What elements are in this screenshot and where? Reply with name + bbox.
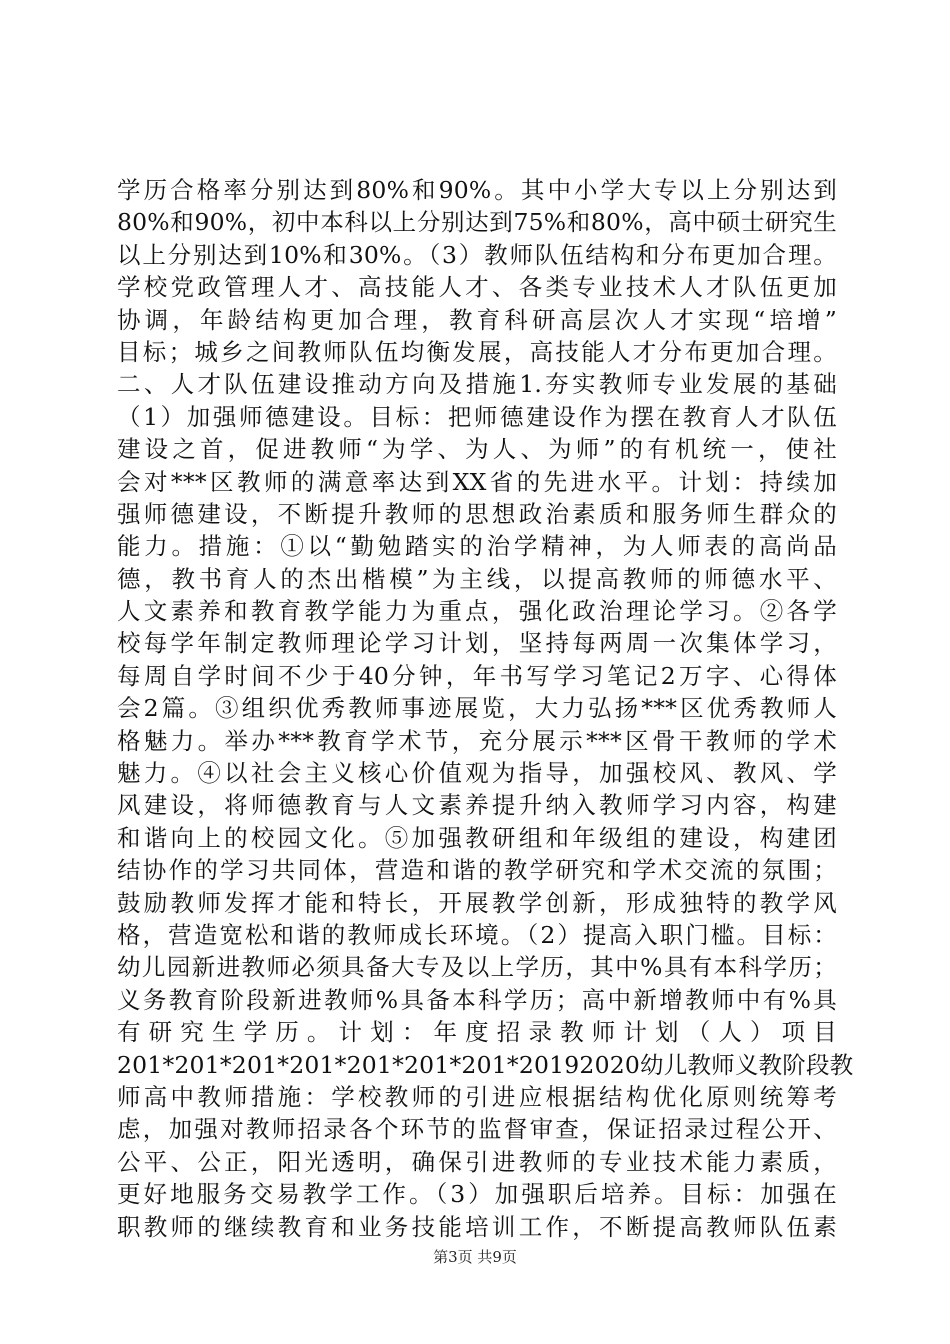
text-line: 公平、公正，阳光透明，确保引进教师的专业技术能力素质， (117, 1147, 837, 1176)
text-line: 格魅力。举办***教育学术节，充分展示***区骨干教师的学术 (117, 726, 837, 755)
body-text (117, 174, 854, 1243)
text-line: 幼儿园新进教师必须具备大专及以上学历，其中%具有本科学历； (117, 953, 837, 982)
text-line: 能力。措施：①以“勤勉踏实的治学精神，为人师表的高尚品 (117, 532, 837, 561)
text-line: 协调，年龄结构更加合理，教育科研高层次人才实现“培增” (117, 305, 837, 334)
text-line: 虑，加强对教师招录各个环节的监督审查，保证招录过程公开、 (117, 1115, 837, 1144)
text-line: 风建设，将师德教育与人文素养提升纳入教师学习内容，构建 (117, 791, 837, 820)
text-line: 更好地服务交易教学工作。（3）加强职后培养。目标：加强在 (117, 1180, 837, 1209)
text-line: 201*201*201*201*201*201*201*20192020幼儿教师义教阶段教 (117, 1050, 854, 1079)
text-line: （1）加强师德建设。目标：把师德建设作为摆在教育人才队伍 (117, 402, 837, 431)
text-line: 魅力。④以社会主义核心价值观为指导，加强校风、教风、学 (117, 759, 837, 788)
text-line: 结协作的学习共同体，营造和谐的教学研究和学术交流的氛围； (117, 856, 837, 885)
text-line: 义务教育阶段新进教师%具备本科学历；高中新增教师中有%具 (117, 985, 837, 1014)
text-line: 目标；城乡之间教师队伍均衡发展，高技能人才分布更加合理。 (117, 337, 837, 366)
text-line: 鼓励教师发挥才能和特长，开展教学创新，形成独特的教学风 (117, 888, 837, 917)
text-line: 80%和90%，初中本科以上分别达到75%和80%，高中硕士研究生 (117, 208, 837, 237)
text-line: 有研究生学历。计划：年度招录教师计划（人）项目 (117, 1018, 837, 1047)
text-line: 德，教书育人的杰出楷模”为主线，以提高教师的师德水平、 (117, 564, 837, 593)
text-line: 学历合格率分别达到80%和90%。其中小学大专以上分别达到 (117, 176, 837, 204)
text-line: 以上分别达到10%和30%。（3）教师队伍结构和分布更加合理。 (117, 240, 837, 269)
text-line: 学校党政管理人才、高技能人才、各类专业技术人才队伍更加 (117, 273, 837, 302)
page-number-footer: 第3页 共9页 (433, 1248, 517, 1266)
text-line: 会2篇。③组织优秀教师事迹展览，大力弘扬***区优秀教师人 (117, 694, 837, 723)
text-line: 和谐向上的校园文化。⑤加强教研组和年级组的建设，构建团 (117, 823, 837, 852)
text-line: 建设之首，促进教师“为学、为人、为师”的有机统一，使社 (117, 435, 837, 464)
text-line: 二、人才队伍建设推动方向及措施1.夯实教师专业发展的基础 (117, 370, 837, 399)
text-line: 校每学年制定教师理论学习计划，坚持每两周一次集体学习， (117, 629, 837, 658)
text-line: 强师德建设，不断提升教师的思想政治素质和服务师生群众的 (117, 499, 837, 528)
text-line: 格，营造宽松和谐的教师成长环境。（2）提高入职门槛。目标： (117, 920, 837, 949)
text-line: 会对***区教师的满意率达到XX省的先进水平。计划：持续加 (117, 467, 837, 496)
text-line: 师高中教师措施：学校教师的引进应根据结构优化原则统筹考 (117, 1082, 837, 1111)
text-line: 职教师的继续教育和业务技能培训工作，不断提高教师队伍素 (117, 1212, 837, 1241)
text-line: 每周自学时间不少于40分钟，年书写学习笔记2万字、心得体 (117, 661, 837, 690)
text-line: 人文素养和教育教学能力为重点，强化政治理论学习。②各学 (117, 597, 837, 626)
